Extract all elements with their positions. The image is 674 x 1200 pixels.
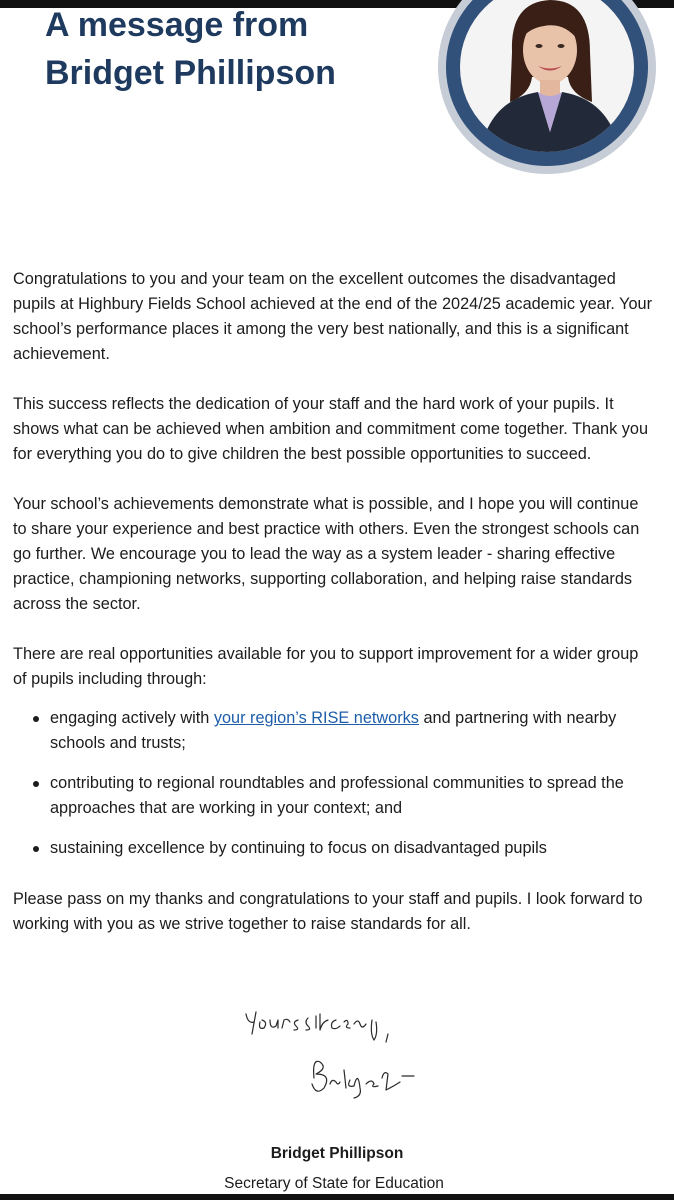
bullet-text: engaging actively with [50, 709, 214, 727]
title-line-1: A message from [45, 6, 309, 44]
opportunities-list [13, 706, 653, 861]
letter-body [13, 267, 653, 937]
list-item: contributing to regional roundtables and professional communities to spread the approaches that are working in your context; and [13, 771, 653, 821]
portrait-ring-inner [446, 0, 648, 166]
paragraph-opportunities: There are real opportunities available for you to support improvement for a wider group of pupils including through: [13, 645, 639, 688]
list-item [13, 706, 653, 756]
bullet-text: and partnering with nearby schools and trusts; [50, 709, 617, 752]
signatory-name: Bridget Phillipson [270, 1145, 404, 1162]
portrait-frame [438, 0, 656, 174]
paragraph-success: This success reflects the dedication of your staff and the hard work of your pupils. It shows what can be achieved when ambition and commitment come together. Thank you for everything you do to give children the best possible opportunities to succeed. [13, 395, 649, 463]
handwritten-signature-icon [236, 1000, 456, 1120]
rise-networks-link[interactable]: your region’s RISE networks [213, 709, 419, 727]
page-title [45, 2, 336, 96]
paragraph-achievements: Your school’s achievements demonstrate what is possible, and I hope you will continue to share your experience and best practice with others. Even the strongest schools can go further. We encourage you to lead the way as a system leader - sharing effective practice, championing networks, supporting collaboration, and helping raise standards across the sector. [13, 495, 640, 613]
title-line-2: Bridget Phillipson [45, 54, 336, 92]
paragraph-congratulations: Congratulations to you and your team on the excellent outcomes the disadvantaged pupils at Highbury Fields School achieved at the end of the 2024/25 academic year. Your school’s performance places it among the very best nationally, and this is a significant achievement. [13, 270, 653, 363]
bottom-edge-bar [0, 1194, 674, 1200]
paragraph-closing: Please pass on my thanks and congratulations to your staff and pupils. I look forward to working with you as we strive together to raise standards for all. [13, 890, 643, 933]
list-item: sustaining excellence by continuing to focus on disadvantaged pupils [13, 836, 653, 861]
portrait-photo-icon [460, 0, 634, 152]
signatory-role: Secretary of State for Education [224, 1175, 444, 1192]
